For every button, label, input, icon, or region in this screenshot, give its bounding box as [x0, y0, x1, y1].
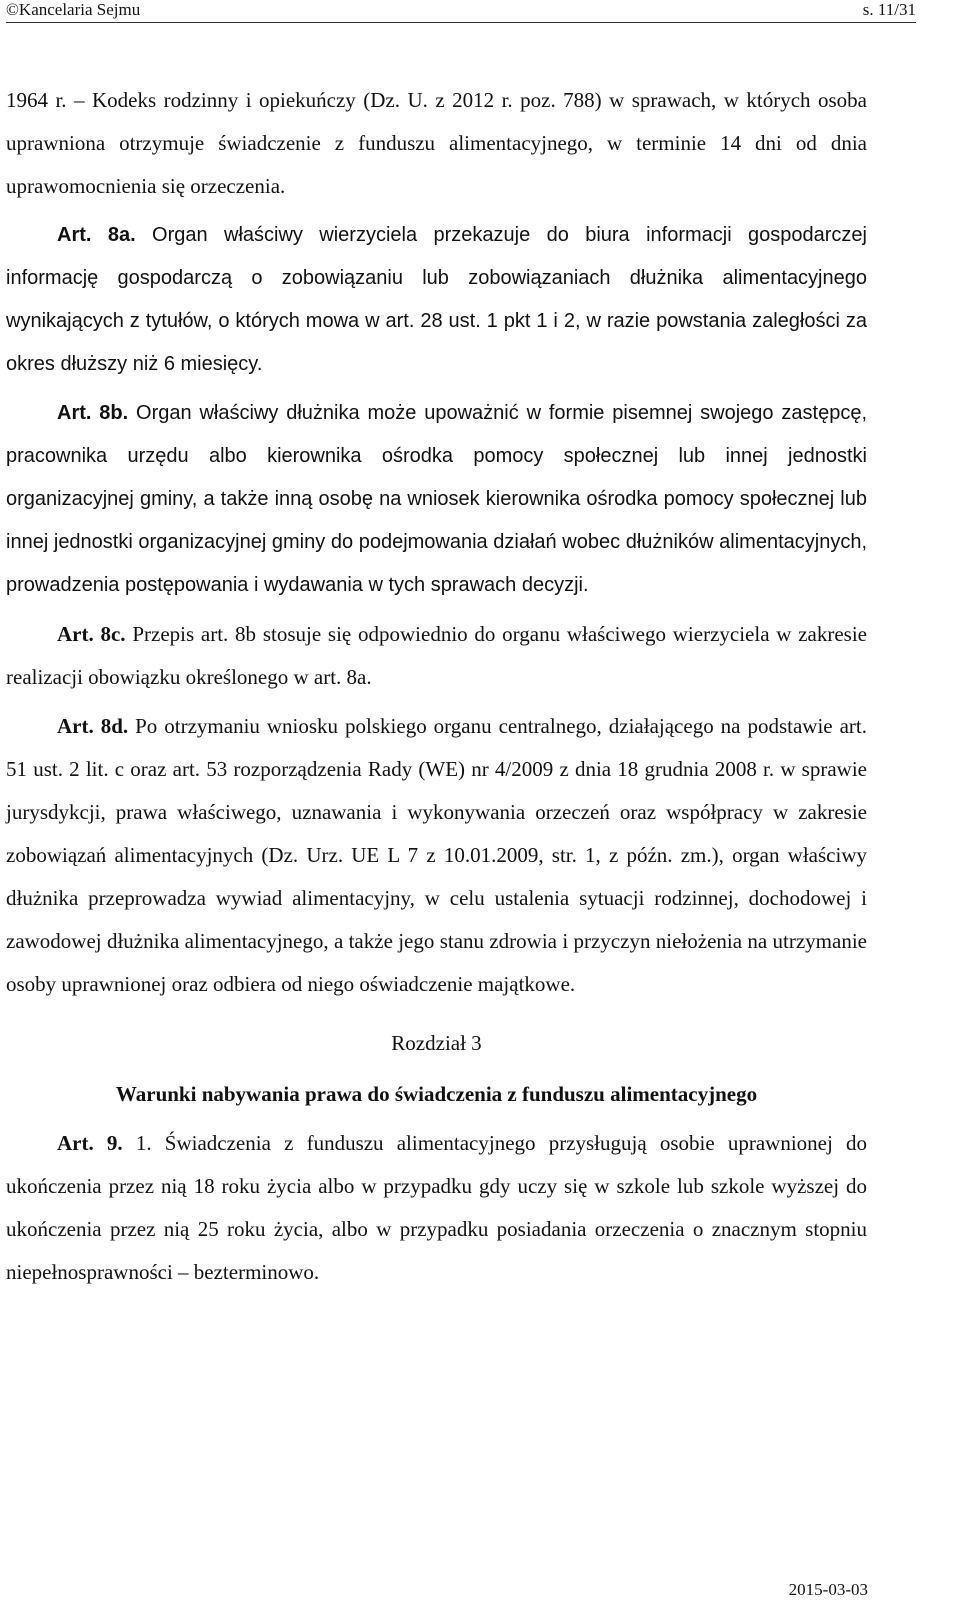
chapter-title: Warunki nabywania prawa do świadczenia z funduszu alimentacyjnego: [115, 1082, 758, 1106]
document-body: [6, 79, 867, 1294]
chapter-number: Rozdział 3: [391, 1031, 482, 1055]
continuation-paragraph: 1964 r. – Kodeks rodzinny i opiekuńczy (Dz. U. z 2012 r. poz. 788) w sprawach, w których osoba uprawniona otrzymuje świadczenie z funduszu alimentacyjnego, w terminie 14 dni od dnia uprawomocnienia się orzeczenia.: [6, 88, 867, 198]
article-9-label: Art. 9.: [57, 1131, 123, 1155]
article-8b-label: Art. 8b.: [57, 402, 129, 424]
article-8d-label: Art. 8d.: [57, 714, 129, 738]
article-8a-label: Art. 8a.: [57, 224, 136, 246]
article-9: [6, 1122, 867, 1294]
article-8a-text: Organ właściwy wierzyciela przekazuje do biura informacji gospodarczej informację gospodarczą o zobowiązaniu lub zobowiązaniach dłużnika alimentacyjnego wynikających z tytułów, o których mowa w art. 28 ust. 1 pkt 1 i 2, w razie powstania zaległości za okres dłuższy niż 6 miesięcy.: [6, 224, 867, 375]
article-8d-text: Po otrzymaniu wniosku polskiego organu centralnego, działającego na podstawie art. 51 ust. 2 lit. c oraz art. 53 rozporządzenia Rady (WE) nr 4/2009 z dnia 18 grudnia 2008 r. w sprawie jurysdykcji, prawa właściwego, uznawania i wykonywania orzeczeń oraz współpracy w zakresie zobowiązań alimentacyjnych (Dz. Urz. UE L 7 z 10.01.2009, str. 1, z późn. zm.), organ właściwy dłużnika przeprowadza wywiad alimentacyjny, w celu ustalenia sytuacji rodzinnej, dochodowej i zawodowej dłużnika alimentacyjnego, a także jego stanu zdrowia i przyczyn niełożenia na utrzymanie osoby uprawnionej oraz odbiera od niego oświadczenie majątkowe.: [6, 714, 867, 996]
article-9-text: 1. Świadczenia z funduszu alimentacyjnego przysługują osobie uprawnionej do ukończenia przez nią 18 roku życia albo w przypadku gdy uczy się w szkole lub szkole wyższej do ukończenia przez nią 25 roku życia, albo w przypadku posiadania orzeczenia o znacznym stopniu niepełnosprawności – bezterminowo.: [6, 1131, 867, 1284]
document-date: 2015-03-03: [788, 1580, 868, 1599]
page-number: s. 11/31: [862, 0, 916, 19]
article-8c: [6, 613, 867, 699]
article-8c-text: Przepis art. 8b stosuje się odpowiednio do organu właściwego wierzyciela w zakresie realizacji obowiązku określonego w art. 8a.: [6, 622, 867, 689]
page-header: [6, 0, 916, 23]
article-8c-label: Art. 8c.: [57, 622, 126, 646]
article-8b-text: Organ właściwy dłużnika może upoważnić w formie pisemnej swojego zastępcę, pracownika urzędu albo kierownika ośrodka pomocy społecznej lub innej jednostki organizacyjnej gminy, a także inną osobę na wniosek kierownika ośrodka pomocy społecznej lub innej jednostki organizacyjnej gminy do podejmowania działań wobec dłużników alimentacyjnych, prowadzenia postępowania i wydawania w tych sprawach decyzji.: [6, 402, 867, 596]
article-8b: [6, 392, 867, 607]
article-8d: [6, 705, 867, 1006]
publisher-label: ©Kancelaria Sejmu: [6, 0, 141, 19]
article-8a: [6, 214, 867, 386]
